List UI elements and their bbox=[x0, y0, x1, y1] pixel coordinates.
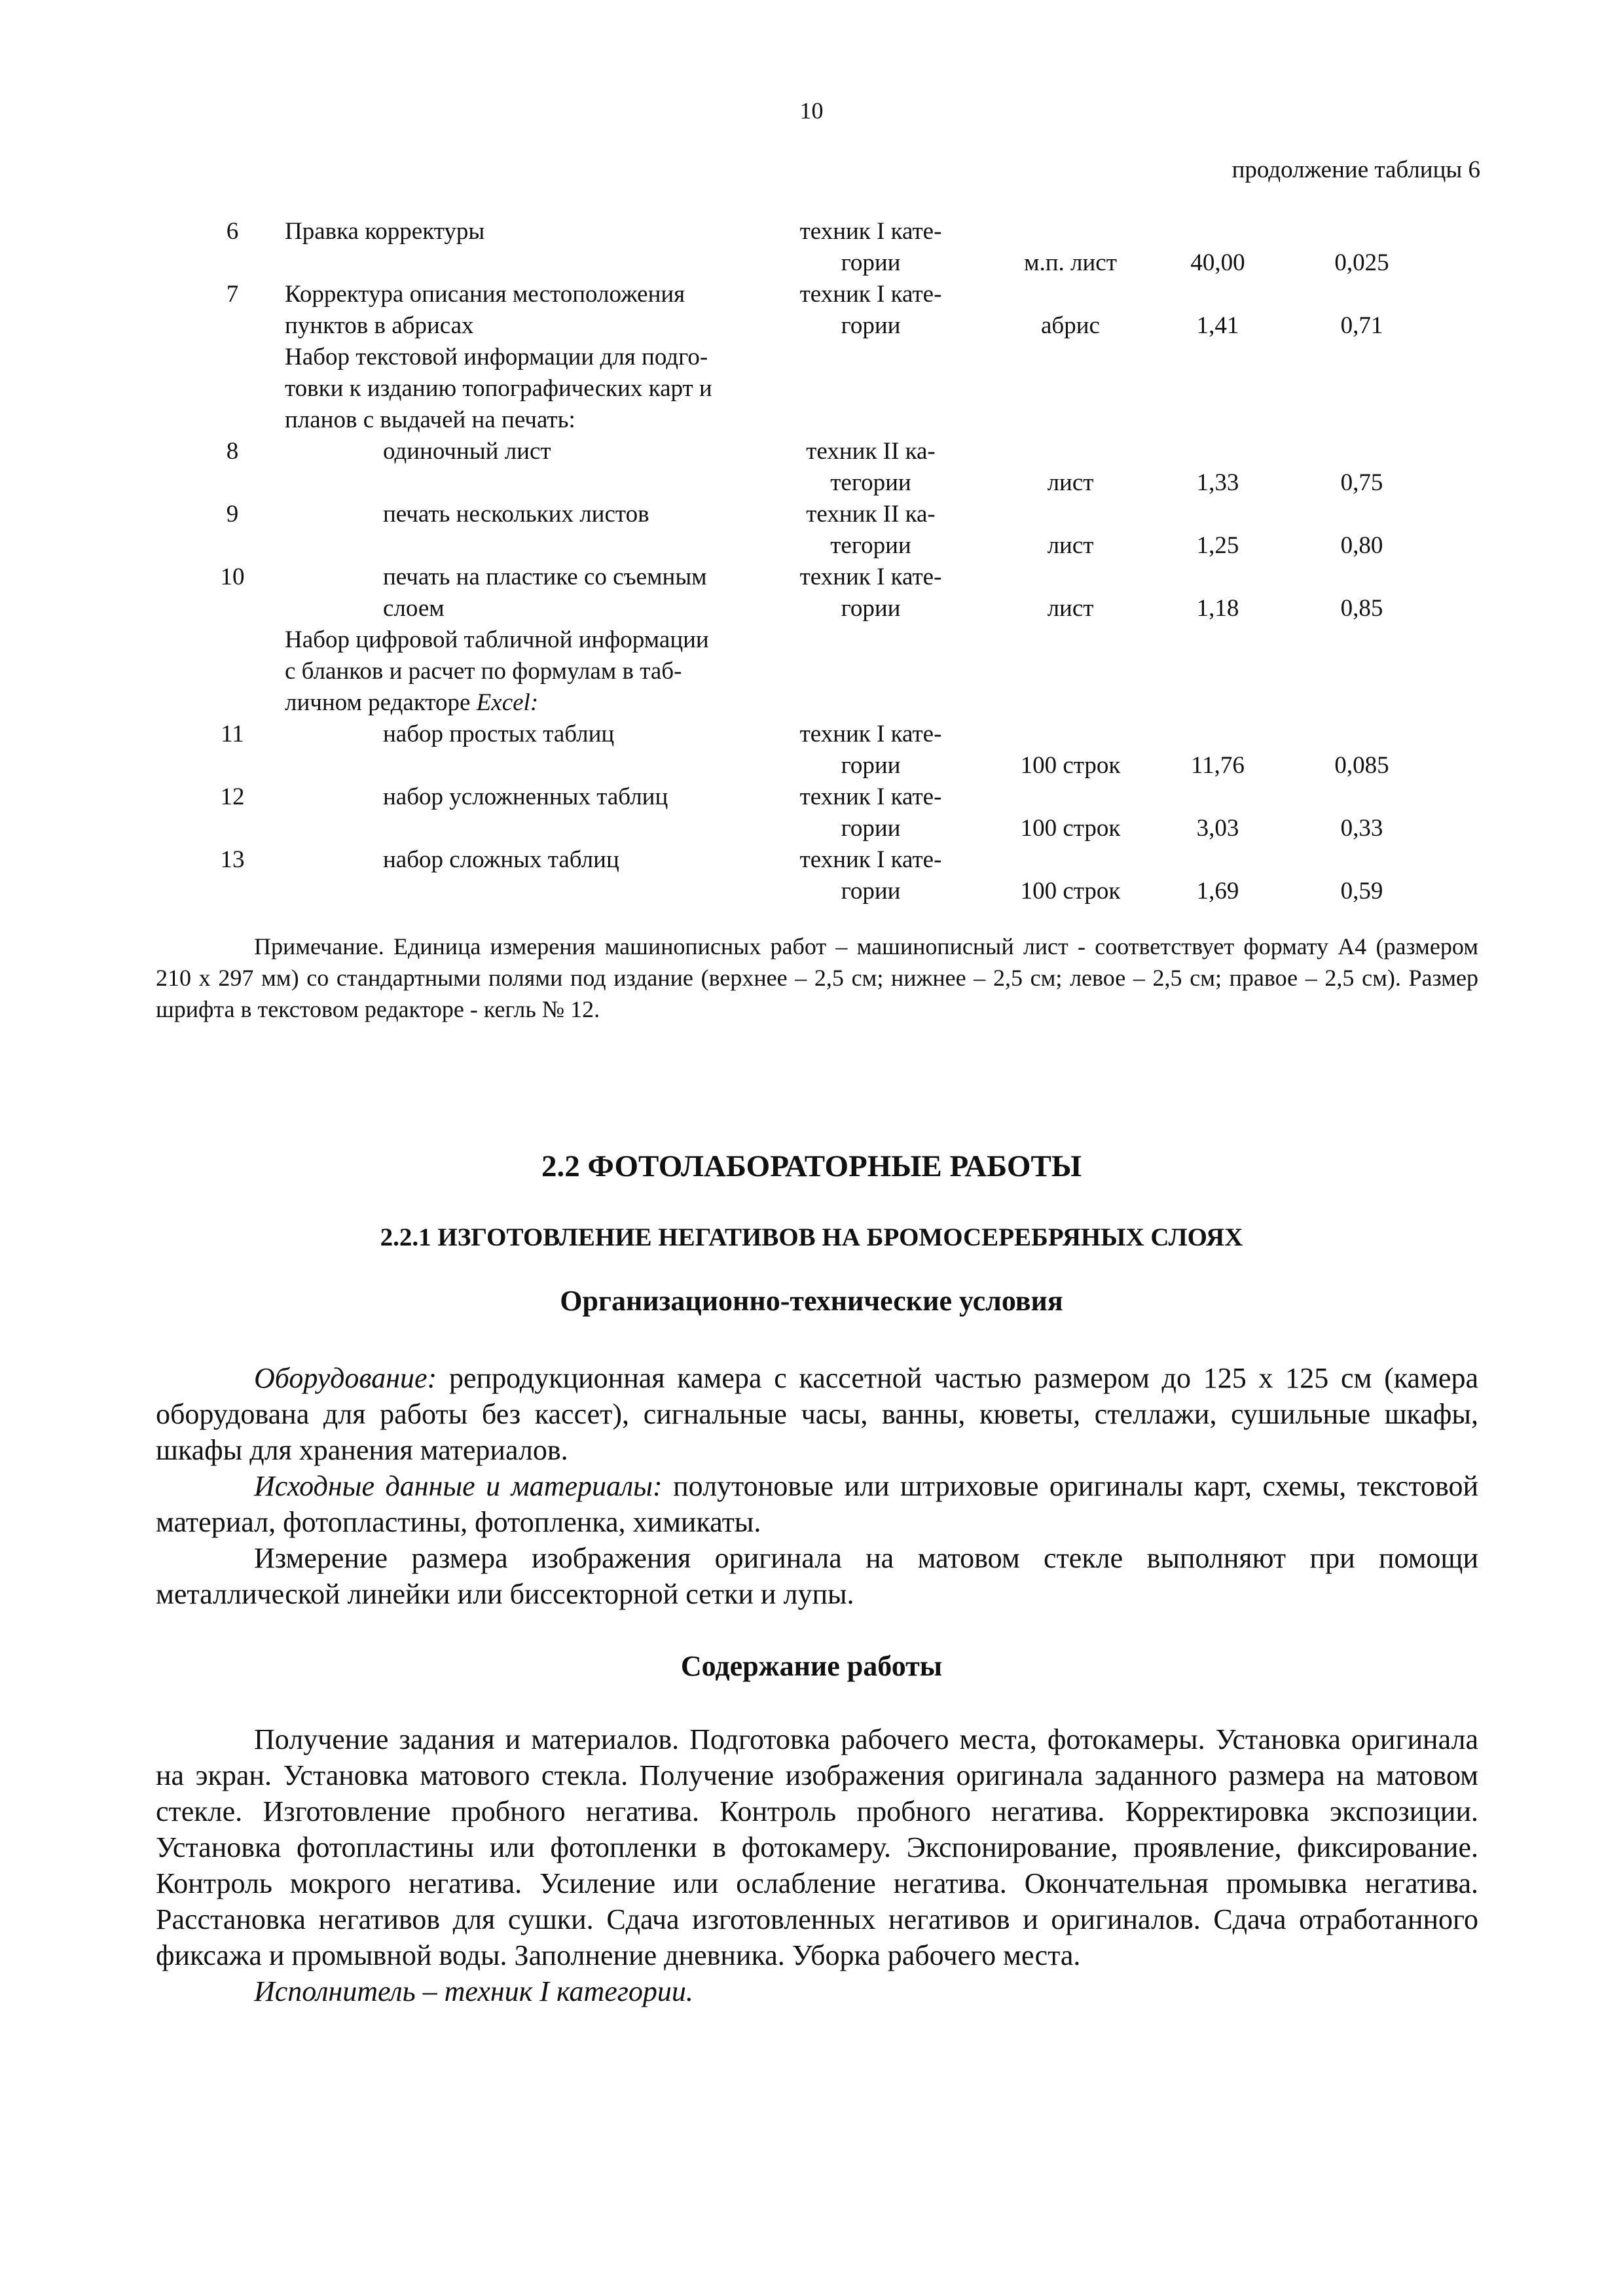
performer-line-1: техник I кате- bbox=[799, 783, 942, 810]
coefficient: 0,33 bbox=[1340, 815, 1383, 842]
unit: лист bbox=[1047, 469, 1094, 496]
work-name-line-1: печать на пластике со съемным bbox=[383, 564, 707, 590]
performer-line-1: техник II ка- bbox=[806, 438, 936, 465]
row-number: 6 bbox=[226, 218, 239, 245]
coefficient: 0,80 bbox=[1340, 532, 1383, 559]
work-name: набор усложненных таблиц bbox=[383, 783, 668, 810]
norm: 1,25 bbox=[1196, 532, 1239, 559]
performer-line-2: тегории bbox=[830, 469, 911, 496]
group-heading-line: Набор цифровой табличной информации bbox=[285, 626, 709, 653]
unit: абрис bbox=[1041, 312, 1100, 339]
section-title: 2.2 ФОТОЛАБОРАТОРНЫЕ РАБОТЫ bbox=[541, 1149, 1082, 1183]
work-name: Правка корректуры bbox=[285, 218, 485, 245]
performer-line-2: гории bbox=[841, 249, 901, 276]
performer-line-2: гории bbox=[841, 878, 901, 905]
performer-line-1: техник I кате- bbox=[799, 281, 942, 308]
work-name: набор сложных таблиц bbox=[383, 846, 619, 873]
performer-line-1: техник I кате- bbox=[799, 564, 942, 590]
content-text bbox=[156, 1721, 1478, 2009]
equipment-label: Оборудование: bbox=[254, 1362, 437, 1394]
performer-line-2: гории bbox=[841, 595, 901, 622]
row-number: 11 bbox=[221, 721, 244, 747]
norm: 11,76 bbox=[1191, 752, 1245, 779]
work-name: набор простых таблиц bbox=[383, 721, 615, 747]
performer-line-1: техник I кате- bbox=[799, 846, 942, 873]
unit: 100 строк bbox=[1020, 752, 1121, 779]
group-heading-text bbox=[285, 342, 809, 436]
norm: 3,03 bbox=[1196, 815, 1239, 842]
performer-line-2: гории bbox=[841, 752, 901, 779]
work-name: одиночный лист bbox=[383, 438, 551, 465]
norm: 40,00 bbox=[1190, 249, 1245, 276]
performer-line-2: гории bbox=[841, 312, 901, 339]
unit: м.п. лист bbox=[1024, 249, 1117, 276]
row-number: 8 bbox=[226, 438, 239, 465]
coefficient: 0,025 bbox=[1334, 249, 1389, 276]
unit: 100 строк bbox=[1020, 815, 1121, 842]
unit: 100 строк bbox=[1020, 878, 1121, 905]
coefficient: 0,85 bbox=[1340, 595, 1383, 622]
row-number: 10 bbox=[220, 564, 245, 590]
group-heading-line: с бланков и расчет по формулам в таб- bbox=[285, 658, 682, 685]
conditions-heading: Организационно-технические условия bbox=[560, 1285, 1063, 1317]
coefficient: 0,71 bbox=[1340, 312, 1383, 339]
work-name: печать нескольких листов bbox=[383, 501, 649, 528]
table-note: Примечание. Единица измерения машинописных работ – машинописный лист - соответствует формату А4 (размером 210 х 297 мм) со стандартными полями под издание (верхнее – 2,5 см; нижнее – 2,5 см; левое – 2,5 см; правое – 2,5 см). Размер шрифта в текстовом редакторе - кегль № 12. bbox=[156, 933, 1478, 1022]
coefficient: 0,75 bbox=[1340, 469, 1383, 496]
row-number: 13 bbox=[220, 846, 245, 873]
equipment-paragraph bbox=[156, 1360, 1478, 1468]
work-name-line-1: Корректура описания местоположения bbox=[285, 281, 685, 308]
work-name-line-2: слоем bbox=[383, 595, 445, 622]
unit: лист bbox=[1047, 595, 1094, 622]
executor-line bbox=[156, 1973, 1478, 2009]
performer-line-1: техник I кате- bbox=[799, 218, 942, 245]
performer-line-2: тегории bbox=[830, 532, 911, 559]
conditions-text bbox=[156, 1360, 1478, 1612]
performer-line-2: гории bbox=[841, 815, 901, 842]
content-heading: Содержание работы bbox=[680, 1650, 943, 1682]
norm: 1,18 bbox=[1196, 595, 1239, 622]
input-paragraph bbox=[156, 1468, 1478, 1540]
group-heading-text bbox=[285, 624, 809, 719]
row-number: 7 bbox=[226, 281, 239, 308]
input-label: Исходные данные и материалы: bbox=[254, 1470, 663, 1502]
group-heading-line: планов с выдачей на печать: bbox=[285, 406, 575, 433]
subsection-title: 2.2.1 ИЗГОТОВЛЕНИЕ НЕГАТИВОВ НА БРОМОСЕРЕБРЯНЫХ СЛОЯХ bbox=[380, 1223, 1243, 1251]
group-heading-prefix: личном редакторе bbox=[285, 689, 477, 716]
executor-text: Исполнитель – техник I категории. bbox=[254, 1975, 693, 2007]
norm: 1,41 bbox=[1196, 312, 1239, 339]
equipment-text: репродукционная камера с кассетной частью размером до 125 х 125 см (камера оборудована для работы без кассет), сигнальные часы, ванны, кюветы, стеллажи, сушильные шкафы, шкафы для хранения материалов. bbox=[156, 1362, 1478, 1466]
row-number: 9 bbox=[226, 501, 239, 528]
group-heading-line: товки к изданию топографических карт и bbox=[285, 375, 712, 402]
unit: лист bbox=[1047, 532, 1094, 559]
performer-line-1: техник I кате- bbox=[799, 721, 942, 747]
content-paragraph: Получение задания и материалов. Подготовка рабочего места, фотокамеры. Установка оригинала на экран. Установка матового стекла. Получение изображения оригинала заданного размера на матовом стекле. Изготовление пробного негатива. Контроль пробного негатива. Корректировка экспозиции. Установка фотопластины или фотопленки в фотокамеру. Экспонирование, проявление, фиксирование. Контроль мокрого негатива. Усиление или ослабление негатива. Окончательная промывка негатива. Расстановка негативов для сушки. Сдача изготовленных негативов и оригиналов. Сдача отработанного фиксажа и промывной воды. Заполнение дневника. Уборка рабочего места. bbox=[156, 1723, 1478, 1971]
input-text: полутоновые или штриховые оригиналы карт, схемы, текстовой материал, фотопластины, фотопленка, химикаты. bbox=[156, 1470, 1478, 1538]
coefficient: 0,59 bbox=[1340, 878, 1383, 905]
norm: 1,33 bbox=[1196, 469, 1239, 496]
work-name-line-2: пунктов в абрисах bbox=[285, 312, 474, 339]
excel-label: Excel: bbox=[476, 689, 539, 716]
measurement-paragraph: Измерение размера изображения оригинала на матовом стекле выполняют при помощи металлической линейки или биссекторной сетки и лупы. bbox=[156, 1542, 1478, 1610]
group-heading-line bbox=[285, 687, 809, 719]
table-caption: продолжение таблицы 6 bbox=[1231, 156, 1480, 183]
performer-line-1: техник II ка- bbox=[806, 501, 936, 528]
row-number: 12 bbox=[220, 783, 245, 810]
group-heading-line: Набор текстовой информации для подго- bbox=[285, 344, 708, 370]
page-number: 10 bbox=[799, 98, 824, 124]
norm: 1,69 bbox=[1196, 878, 1239, 905]
coefficient: 0,085 bbox=[1334, 752, 1389, 779]
